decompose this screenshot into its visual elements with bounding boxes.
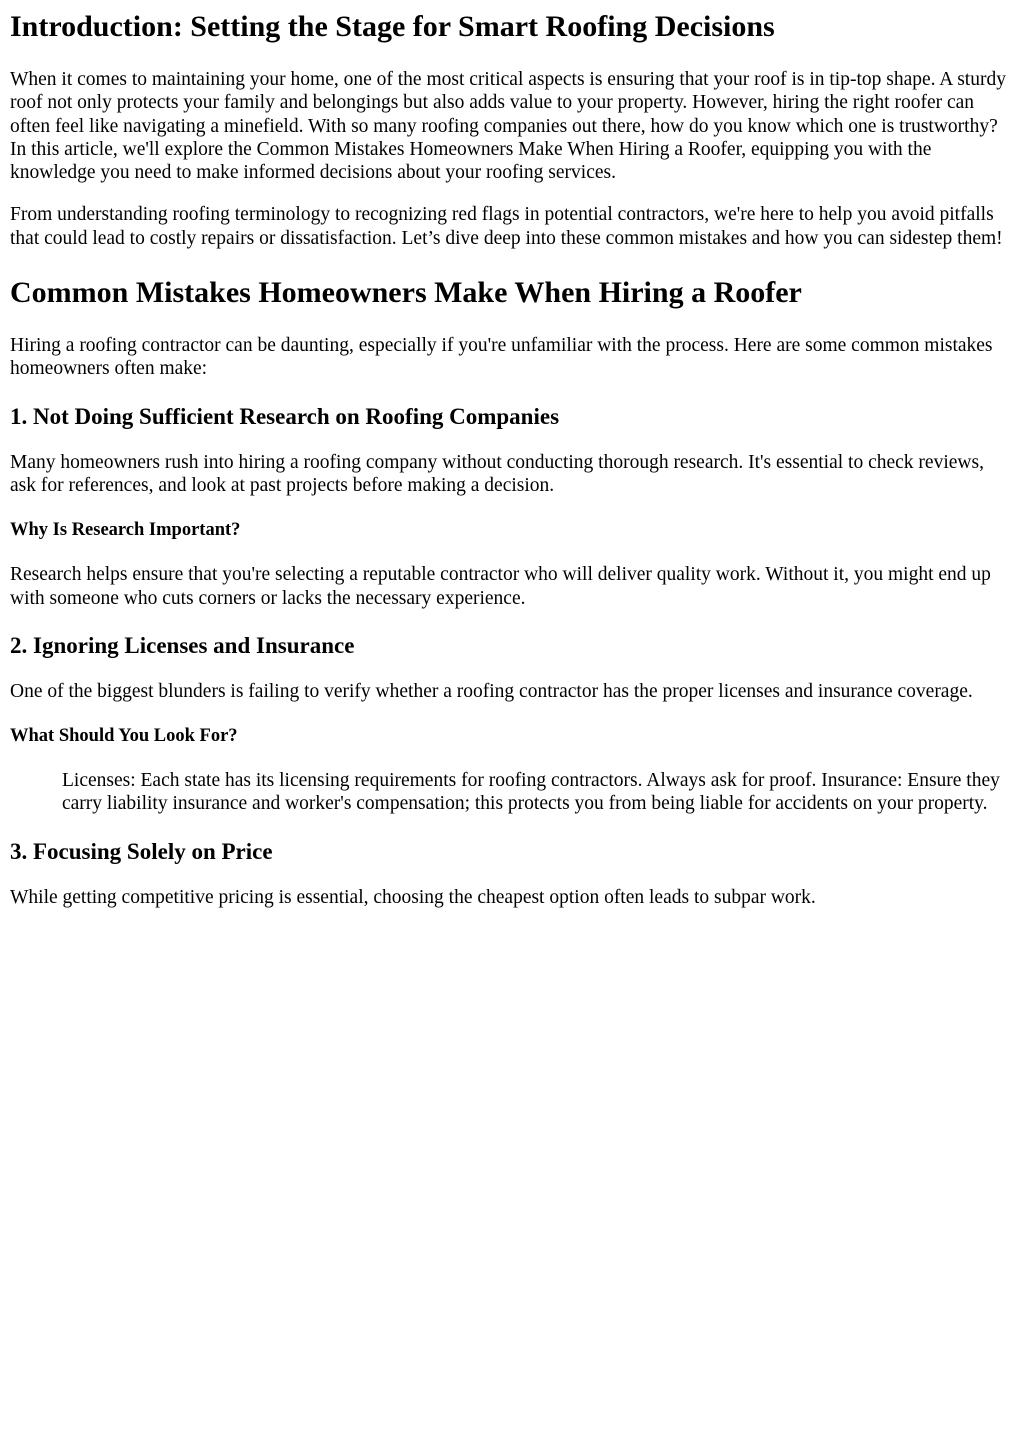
section-1-subtext: Research helps ensure that you're selecting a reputable contractor who will deliver quality work. Without it, you might end up with someone who cuts corners or lacks the necessary experience. (10, 564, 991, 609)
section-1-subheading: Why Is Research Important? (10, 520, 241, 541)
mistakes-heading: Common Mistakes Homeowners Make When Hiring a Roofer (10, 276, 802, 310)
article (10, 10, 1014, 909)
section-1-heading: 1. Not Doing Sufficient Research on Roofing Companies (10, 403, 560, 429)
section-2-quote: Licenses: Each state has its licensing requirements for roofing contractors. Always ask for proof. Insurance: Ensure they carry liability insurance and worker's compensation; this protects you from being liable for accidents on your property. (62, 770, 1000, 815)
intro-paragraph-2: From understanding roofing terminology to recognizing red flags in potential contractors, we're here to help you avoid pitfalls that could lead to costly repairs or dissatisfaction. Let’s dive deep into these common mistakes and how you can sidestep them! (10, 204, 1003, 249)
section-2-text: One of the biggest blunders is failing to verify whether a roofing contractor has the proper licenses and insurance coverage. (10, 680, 973, 702)
intro-paragraph-1: When it comes to maintaining your home, one of the most critical aspects is ensuring that your roof is in tip-top shape. A sturdy roof not only protects your family and belongings but also adds value to your property. However, hiring the right roofer can often feel like navigating a minefield. With so many roofing companies out there, how do you know which one is trustworthy? In this article, we'll explore the Common Mistakes Homeowners Make When Hiring a Roofer, equipping you with the knowledge you need to make informed decisions about your roofing services. (10, 69, 1006, 184)
mistakes-intro: Hiring a roofing contractor can be daunting, especially if you're unfamiliar with the process. Here are some common mistakes homeowners often make: (10, 335, 993, 380)
section-3-text: While getting competitive pricing is essential, choosing the cheapest option often leads to subpar work. (10, 886, 816, 908)
section-2-heading: 2. Ignoring Licenses and Insurance (10, 632, 355, 658)
section-2-subheading: What Should You Look For? (10, 726, 238, 747)
section-3-heading: 3. Focusing Solely on Price (10, 838, 273, 864)
section-1-text: Many homeowners rush into hiring a roofing company without conducting thorough research. It's essential to check reviews, ask for references, and look at past projects before making a decision. (10, 451, 984, 496)
intro-heading: Introduction: Setting the Stage for Smart Roofing Decisions (10, 10, 775, 43)
